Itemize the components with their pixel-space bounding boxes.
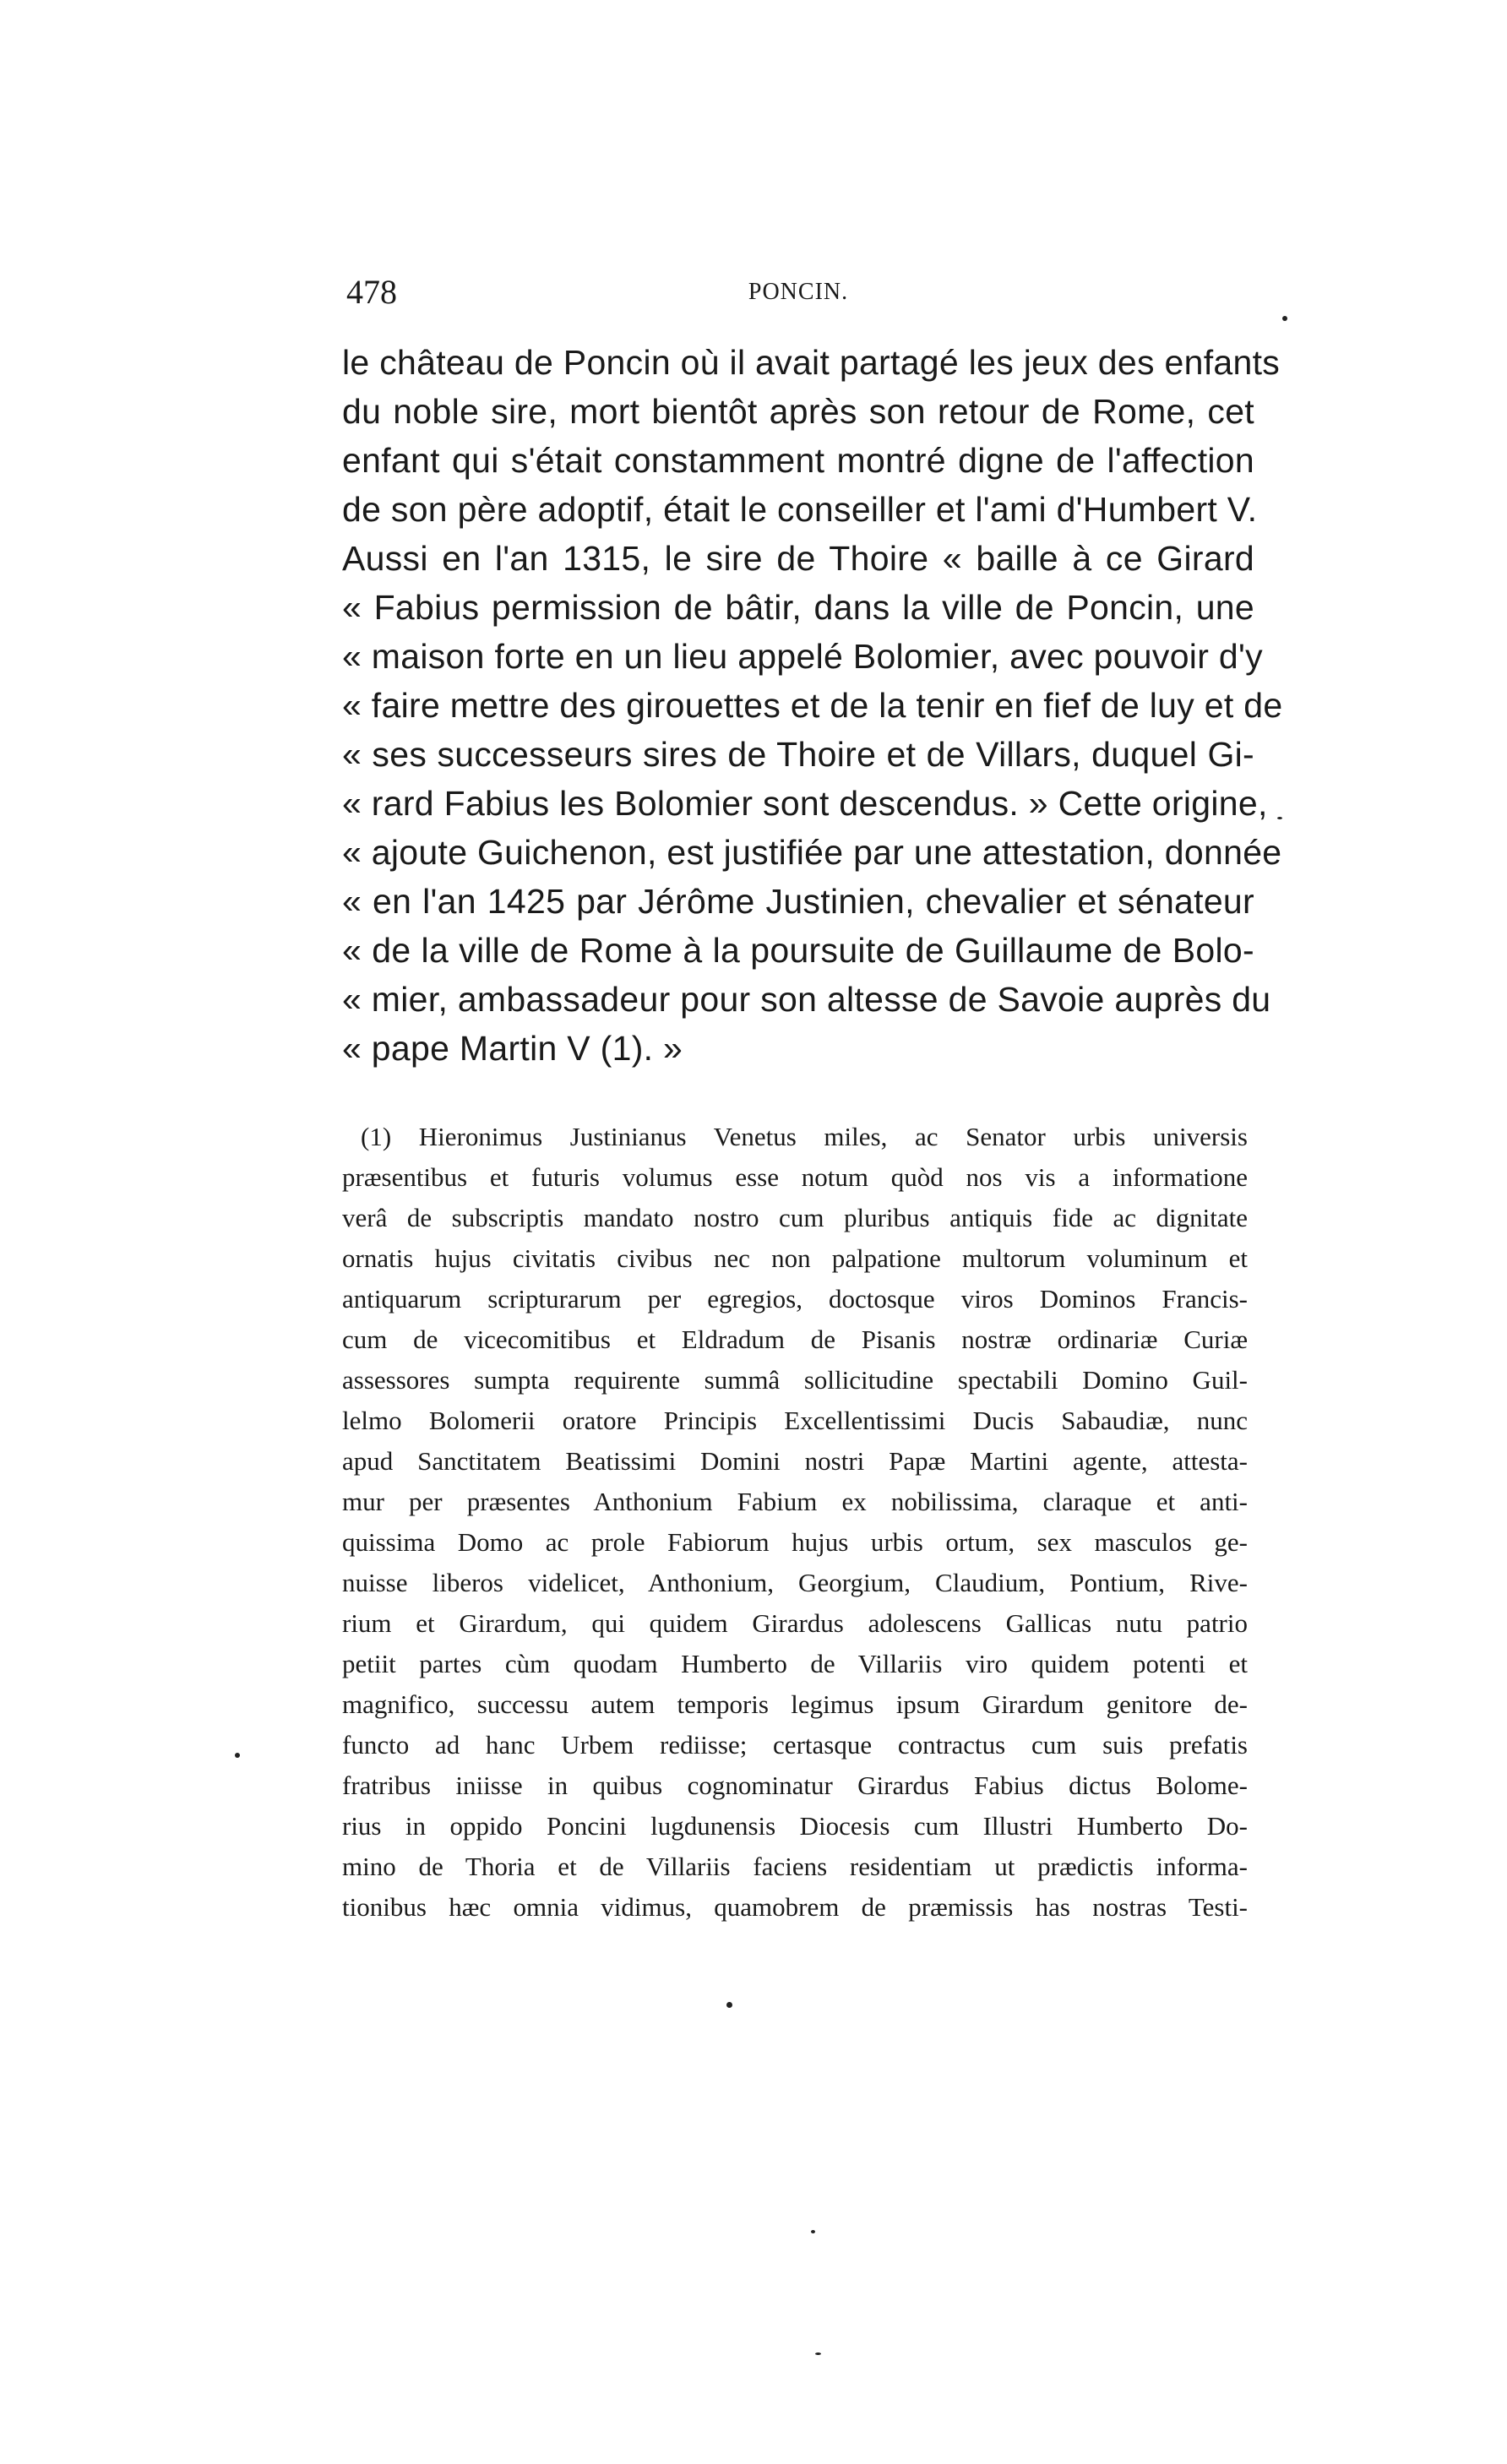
main-text-line: « faire mettre des girouettes et de la tenir en fief de luy et de — [342, 686, 1283, 725]
main-text-line: « ajoute Guichenon, est justifiée par une attestation, donnée — [342, 833, 1282, 872]
footnote-line: mino de Thoria et de Villariis faciens residentiam ut prædictis informa- — [342, 1852, 1248, 1881]
main-text-line: « Fabius permission de bâtir, dans la ville de Poncin, une — [342, 588, 1254, 627]
main-text-line: enfant qui s'était constamment montré digne de l'affection — [342, 441, 1254, 480]
footnote-line: rius in oppido Poncini lugdunensis Diocesis cum Illustri Humberto Do- — [342, 1811, 1248, 1841]
main-text-line: Aussi en l'an 1315, le sire de Thoire « baille à ce Girard — [342, 539, 1254, 578]
scan-speck — [1277, 817, 1282, 819]
scan-speck — [235, 1753, 240, 1758]
scan-speck — [1282, 316, 1287, 321]
main-text-line: de son père adoptif, était le conseiller et l'ami d'Humbert V. — [342, 490, 1258, 529]
main-text-line: « ses successeurs sires de Thoire et de Villars, duquel Gi- — [342, 735, 1254, 774]
footnote-line: quissima Domo ac prole Fabiorum hujus urbis ortum, sex masculos ge- — [342, 1527, 1248, 1557]
footnote-line: mur per præsentes Anthonium Fabium ex nobilissima, claraque et anti- — [342, 1487, 1248, 1516]
main-text-line: « pape Martin V (1). » — [342, 1029, 683, 1068]
footnote-line: nuisse liberos videlicet, Anthonium, Georgium, Claudium, Pontium, Rive- — [342, 1568, 1248, 1597]
page-header — [346, 272, 1250, 323]
footnote-line: verâ de subscriptis mandato nostro cum pluribus antiquis fide ac dignitate — [342, 1203, 1248, 1232]
footnote-line: tionibus hæc omnia vidimus, quamobrem de præmissis has nostras Testi- — [342, 1892, 1248, 1922]
main-text-block — [342, 338, 1283, 1073]
main-text-line: du noble sire, mort bientôt après son retour de Rome, cet — [342, 392, 1254, 431]
footnote-line: lelmo Bolomerii oratore Principis Excellentissimi Ducis Sabaudiæ, nunc — [342, 1406, 1248, 1435]
running-head: PONCIN. — [748, 279, 849, 305]
footnote-line: antiquarum scripturarum per egregios, doctosque viros Dominos Francis- — [342, 1284, 1248, 1314]
main-text-line: « mier, ambassadeur pour son altesse de Savoie auprès du — [342, 980, 1271, 1019]
footnote-block — [342, 1117, 1248, 1928]
footnote-line: fratribus iniisse in quibus cognominatur Girardus Fabius dictus Bolome- — [342, 1770, 1248, 1800]
main-text-line: « de la ville de Rome à la poursuite de Guillaume de Bolo- — [342, 931, 1254, 970]
footnote-line: petiit partes cùm quodam Humberto de Villariis viro quidem potenti et — [342, 1649, 1248, 1678]
footnote-line: apud Sanctitatem Beatissimi Domini nostri Papæ Martini agente, attesta- — [342, 1446, 1248, 1476]
footnote-line: præsentibus et futuris volumus esse notum quòd nos vis a informatione — [342, 1162, 1248, 1192]
footnote-line: assessores sumpta requirente summâ sollicitudine spectabili Domino Guil- — [342, 1365, 1248, 1395]
scan-speck — [815, 2352, 821, 2355]
footnote-line: cum de vicecomitibus et Eldradum de Pisanis nostræ ordinariæ Curiæ — [342, 1324, 1248, 1354]
scan-speck — [811, 2230, 815, 2233]
footnote-line: ornatis hujus civitatis civibus nec non palpatione multorum voluminum et — [342, 1243, 1248, 1273]
scan-speck — [726, 2002, 732, 2008]
main-text-line: « en l'an 1425 par Jérôme Justinien, chevalier et sénateur — [342, 882, 1254, 921]
footnote-line: rium et Girardum, qui quidem Girardus adolescens Gallicas nutu patrio — [342, 1608, 1248, 1638]
footnote-line: (1) Hieronimus Justinianus Venetus miles, ac Senator urbis universis — [361, 1122, 1248, 1151]
main-text-line: le château de Poncin où il avait partagé les jeux des enfants — [342, 343, 1281, 382]
page-number: 478 — [346, 273, 397, 311]
main-text-line: « maison forte en un lieu appelé Bolomier, avec pouvoir d'y — [342, 637, 1263, 676]
main-text-line: « rard Fabius les Bolomier sont descendus. » Cette origine, — [342, 784, 1268, 823]
footnote-line: functo ad hanc Urbem rediisse; certasque contractus cum suis prefatis — [342, 1730, 1248, 1760]
footnote-line: magnifico, successu autem temporis legimus ipsum Girardum genitore de- — [342, 1689, 1248, 1719]
